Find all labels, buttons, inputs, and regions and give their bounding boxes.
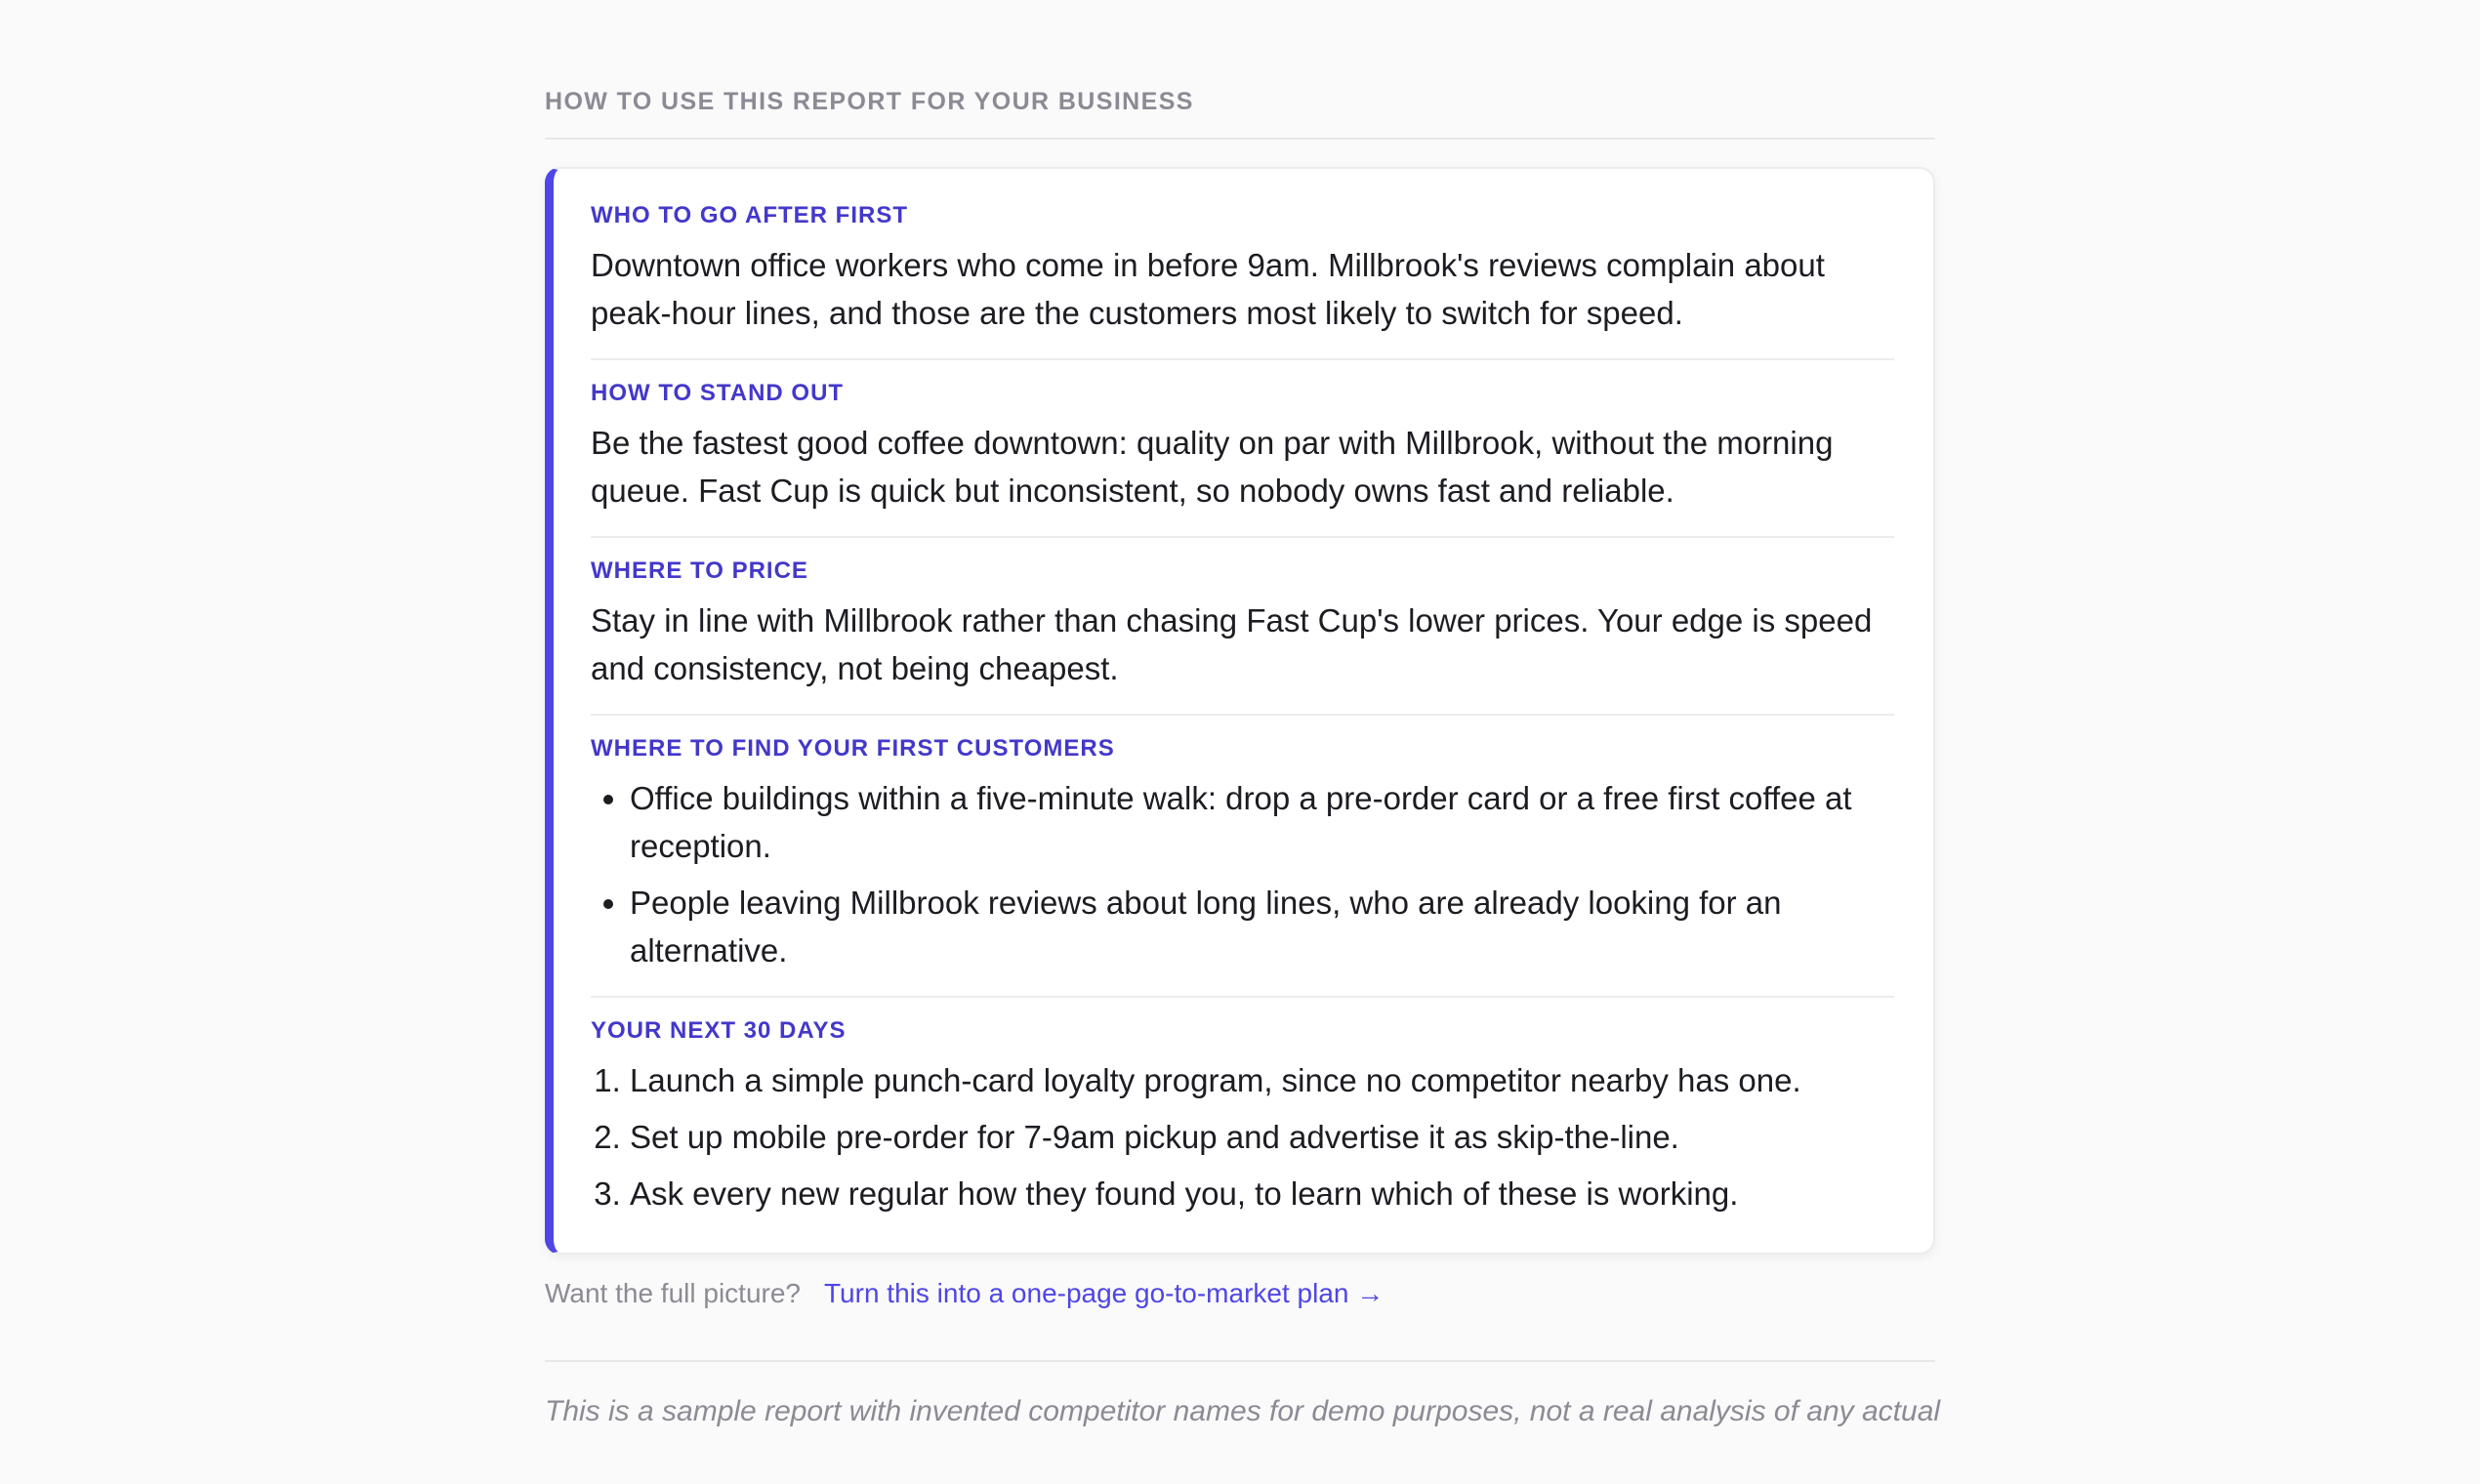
recommendations-card [545, 167, 1935, 1255]
list-item: • People leaving Millbrook reviews about long lines, who are already looking for an alternative. [630, 879, 1894, 974]
who-label: WHO TO GO AFTER FIRST [591, 202, 908, 228]
next-30-days-list [591, 1056, 1894, 1217]
who-text: Downtown office workers who come in before 9am. Millbrook's reviews complain about peak-hour lines, and those are the customers most likely to switch for speed. [591, 247, 1825, 331]
stand-out-block [591, 360, 1894, 538]
list-item: • Office buildings within a five-minute walk: drop a pre-order card or a free first coffee at reception. [630, 774, 1894, 870]
go-to-market-plan-link[interactable]: Turn this into a one-page go-to-market plan → [823, 1278, 1385, 1308]
find-customers-list [591, 774, 1894, 974]
stand-out-label: HOW TO STAND OUT [591, 380, 845, 406]
price-text: Stay in line with Millbrook rather than chasing Fast Cup's lower prices. Your edge is speed and consistency, not being cheapest. [591, 602, 1873, 686]
list-item: 2. Set up mobile pre-order for 7-9am pickup and advertise it as skip-the-line. [630, 1113, 1894, 1161]
find-customers-block [591, 716, 1894, 998]
divider [545, 1360, 1935, 1362]
find-customers-label: WHERE TO FIND YOUR FIRST CUSTOMERS [591, 735, 1115, 762]
list-item: 3. Ask every new regular how they found you, to learn which of these is working. [630, 1170, 1894, 1217]
section-heading: HOW TO USE THIS REPORT FOR YOUR BUSINESS [545, 82, 1935, 140]
price-label: WHERE TO PRICE [591, 557, 808, 584]
stand-out-text: Be the fastest good coffee downtown: quality on par with Millbrook, without the morning queue. Fast Cup is quick but inconsistent, so nobody owns fast and reliable. [591, 425, 1834, 509]
price-block [591, 538, 1894, 716]
next-30-days-block [591, 998, 1894, 1225]
next-30-days-label: YOUR NEXT 30 DAYS [591, 1017, 847, 1044]
who-block [591, 190, 1894, 360]
cta-row [545, 1278, 1935, 1309]
disclaimer-text: This is a sample report with invented competitor names for demo purposes, not a real analysis of any actual [545, 1395, 1941, 1427]
cta-lead-text: Want the full picture? [545, 1278, 801, 1308]
list-item: 1. Launch a simple punch-card loyalty program, since no competitor nearby has one. [630, 1056, 1894, 1104]
report-usage-section [545, 82, 1941, 1428]
